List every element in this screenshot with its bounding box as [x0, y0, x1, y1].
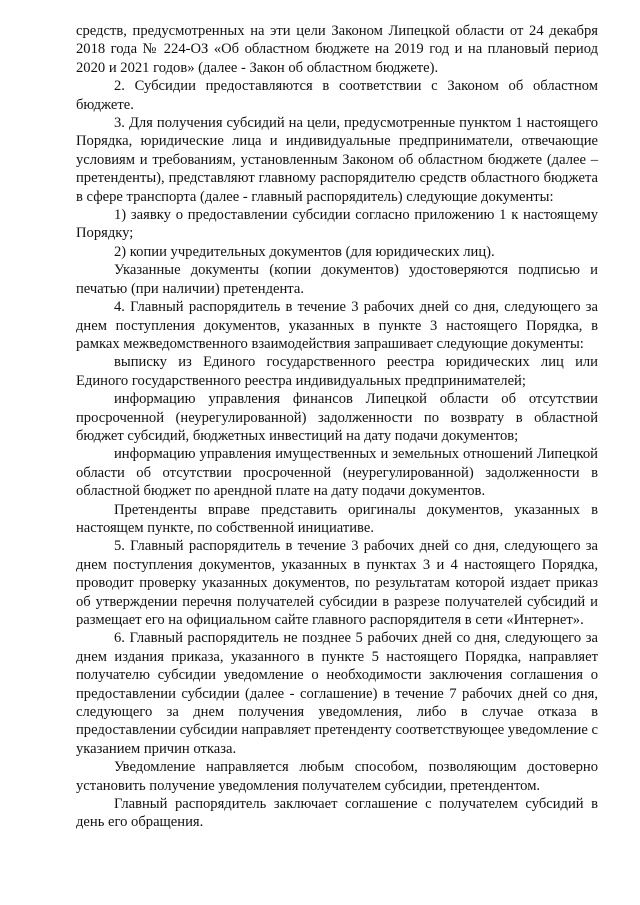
- paragraph: Претенденты вправе представить оригиналы документов, указанных в настоящем пункте, по собственной инициативе.: [76, 501, 598, 536]
- paragraph: выписку из Единого государственного реестра юридических лиц или Единого государственного реестра индивидуальных предпринимателей;: [76, 354, 598, 389]
- paragraph: Главный распорядитель заключает соглашение с получателем субсидий в день его обращения.: [76, 796, 598, 831]
- paragraph: информацию управления финансов Липецкой области об отсутствии просроченной (неурегулированной) задолженности по возврату в областной бюджет субсидий, бюджетных инвестиций на дату подачи документов;: [76, 391, 598, 444]
- document-body: [76, 22, 598, 832]
- paragraph: 3. Для получения субсидий на цели, предусмотренные пунктом 1 настоящего Порядка, юридические лица и индивидуальные предприниматели, отвечающие условиям и требованиям, установленным Законом об областном бюджете (далее – претенденты), представляют главному распорядителю средств областного бюджета в сфере транспорта (далее - главный распорядитель) следующие документы:: [76, 115, 598, 205]
- paragraph: Указанные документы (копии документов) удостоверяются подписью и печатью (при наличии) претендента.: [76, 262, 598, 297]
- paragraph: 4. Главный распорядитель в течение 3 рабочих дней со дня, следующего за днем поступления документов, указанных в пункте 3 настоящего Порядка, в рамках межведомственного взаимодействия запрашивает следующие документы:: [76, 299, 598, 352]
- paragraph: 1) заявку о предоставлении субсидии согласно приложению 1 к настоящему Порядку;: [76, 207, 598, 242]
- paragraph: 2) копии учредительных документов (для юридических лиц).: [114, 243, 495, 260]
- paragraph: 6. Главный распорядитель не позднее 5 рабочих дней со дня, следующего за днем издания приказа, указанного в пункте 5 настоящего Порядка, направляет получателю субсидии уведомление о необходимости заключения соглашения о предоставлении субсидии (далее - соглашение) в течение 7 рабочих дней со дня, следующего за днем получения уведомления, либо в случае отказа в предоставлении субсидии направляет претенденту соответствующее уведомление с указанием причин отказа.: [76, 630, 598, 757]
- paragraph: информацию управления имущественных и земельных отношений Липецкой области об отсутствии просроченной (неурегулированной) задолженности в областной бюджет по арендной плате на дату подачи документов.: [76, 446, 598, 500]
- paragraph: средств, предусмотренных на эти цели Законом Липецкой области от 24 декабря 2018 года № 224-ОЗ «Об областном бюджете на 2019 год и на плановый период 2020 и 2021 годов» (далее - Закон об областном бюджете).: [76, 23, 598, 76]
- paragraph: 5. Главный распорядитель в течение 3 рабочих дней со дня, следующего за днем поступления документов, указанных в пунктах 3 и 4 настоящего Порядка, проводит проверку указанных документов, по результатам которой издает приказ об утверждении перечня получателей субсидии в разрезе получателей субсидий и размещает его на официальном сайте главного распорядителя в сети «Интернет».: [76, 538, 598, 628]
- paragraph: Уведомление направляется любым способом, позволяющим достоверно установить получение уведомления получателем субсидии, претендентом.: [76, 759, 598, 794]
- paragraph: 2. Субсидии предоставляются в соответствии с Законом об областном бюджете.: [76, 78, 598, 113]
